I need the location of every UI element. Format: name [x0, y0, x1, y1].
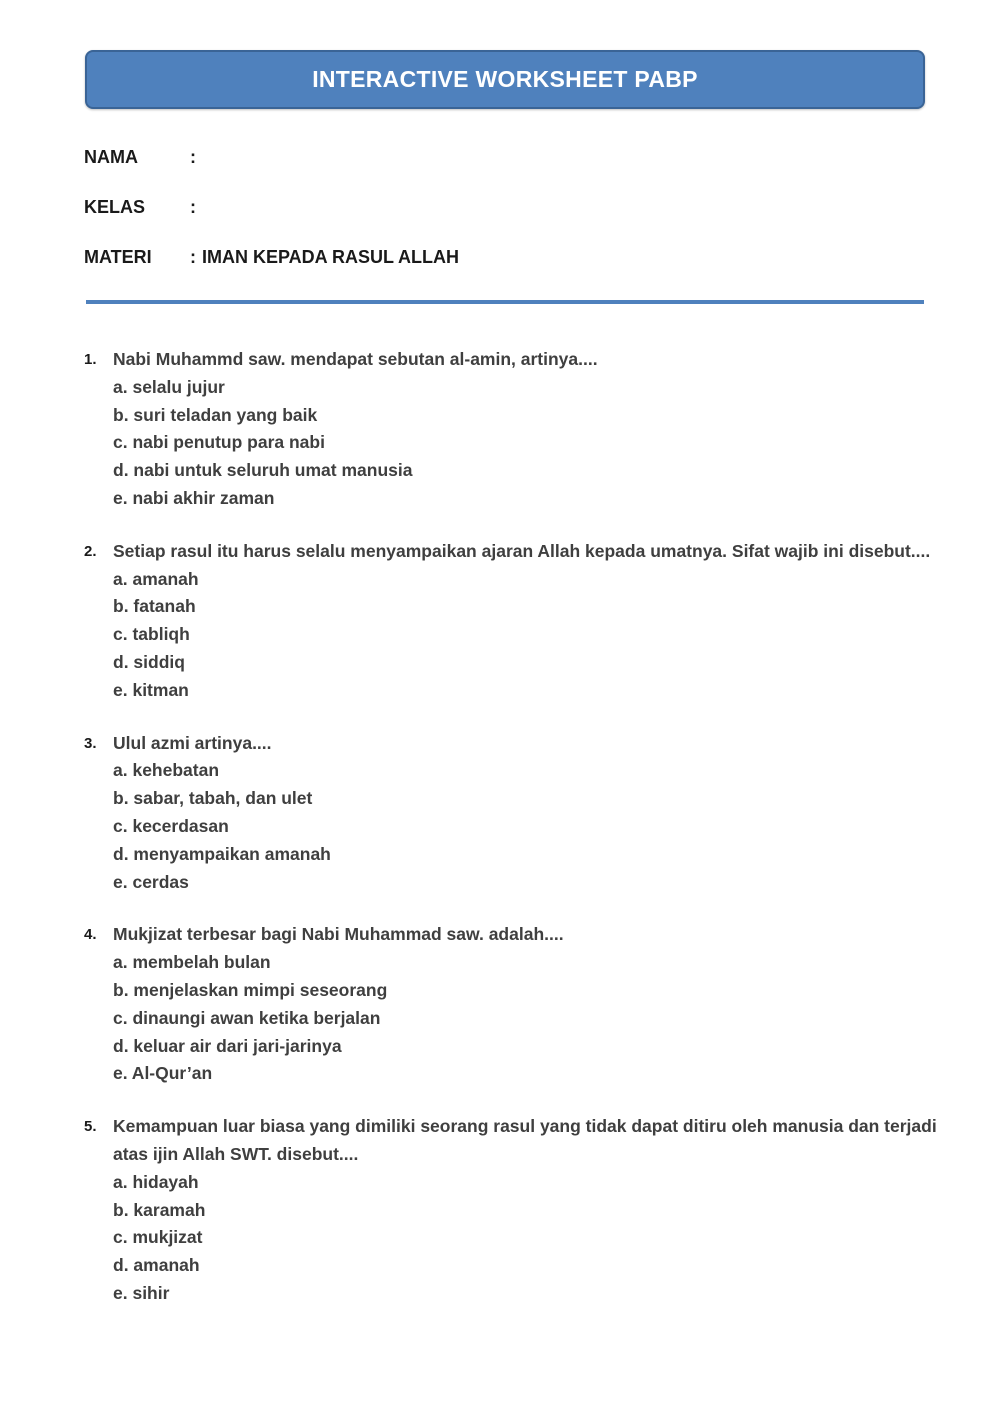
question-2 — [84, 538, 944, 705]
option-c[interactable]: c. nabi penutup para nabi — [113, 432, 325, 453]
option-c[interactable]: c. tabliqh — [113, 624, 190, 645]
option-e[interactable]: e. nabi akhir zaman — [113, 487, 275, 508]
info-label: NAMA — [84, 147, 138, 167]
question-list — [84, 346, 944, 1333]
question-5 — [84, 1113, 944, 1308]
divider — [86, 300, 924, 304]
question-4 — [84, 921, 944, 1088]
question-text: Kemampuan luar biasa yang dimiliki seorang rasul yang tidak dapat ditiru oleh manusia dan terjadi atas ijin Allah SWT. disebut.... — [113, 1116, 937, 1164]
info-label: KELAS — [84, 197, 146, 217]
option-e[interactable]: e. Al-Qur’an — [113, 1063, 213, 1084]
option-e[interactable]: e. cerdas — [113, 871, 189, 892]
question-number: 3. — [84, 734, 97, 752]
info-label: MATERI — [84, 247, 152, 267]
option-a[interactable]: a. selalu jujur — [113, 376, 225, 397]
option-a[interactable]: a. membelah bulan — [113, 952, 271, 973]
option-e[interactable]: e. sihir — [113, 1282, 170, 1303]
option-e[interactable]: e. kitman — [113, 679, 189, 700]
option-a[interactable]: a. amanah — [113, 568, 199, 589]
question-text: Mukjizat terbesar bagi Nabi Muhammad saw. adalah.... — [113, 924, 564, 945]
option-a[interactable]: a. hidayah — [113, 1171, 199, 1192]
option-c[interactable]: c. dinaungi awan ketika berjalan — [113, 1007, 381, 1028]
question-number: 2. — [84, 542, 97, 560]
question-text: Ulul azmi artinya.... — [113, 732, 272, 753]
question-text: Setiap rasul itu harus selalu menyampaikan ajaran Allah kepada umatnya. Sifat wajib ini disebut.... — [113, 540, 931, 561]
info-colon: : — [190, 247, 196, 267]
option-d[interactable]: d. siddiq — [113, 651, 185, 672]
option-b[interactable]: b. sabar, tabah, dan ulet — [113, 788, 313, 809]
question-number: 4. — [84, 926, 97, 944]
info-colon: : — [190, 147, 196, 167]
option-c[interactable]: c. kecerdasan — [113, 815, 229, 836]
option-b[interactable]: b. suri teladan yang baik — [113, 404, 318, 425]
question-1 — [84, 346, 944, 513]
subject-value: IMAN KEPADA RASUL ALLAH — [202, 247, 459, 267]
option-b[interactable]: b. menjelaskan mimpi seseorang — [113, 979, 388, 1000]
info-colon: : — [190, 197, 196, 217]
question-text: Nabi Muhammd saw. mendapat sebutan al-amin, artinya.... — [113, 349, 598, 369]
question-3 — [84, 730, 944, 897]
question-number: 5. — [84, 1118, 97, 1136]
option-b[interactable]: b. karamah — [113, 1199, 206, 1220]
option-d[interactable]: d. keluar air dari jari-jarinya — [113, 1035, 342, 1056]
page-title: INTERACTIVE WORKSHEET PABP — [312, 66, 698, 92]
option-d[interactable]: d. menyampaikan amanah — [113, 843, 331, 864]
question-number: 1. — [84, 351, 97, 368]
option-c[interactable]: c. mukjizat — [113, 1227, 203, 1248]
option-d[interactable]: d. amanah — [113, 1255, 200, 1276]
header-banner — [85, 50, 925, 109]
option-b[interactable]: b. fatanah — [113, 596, 196, 617]
option-d[interactable]: d. nabi untuk seluruh umat manusia — [113, 460, 413, 481]
option-a[interactable]: a. kehebatan — [113, 760, 220, 781]
